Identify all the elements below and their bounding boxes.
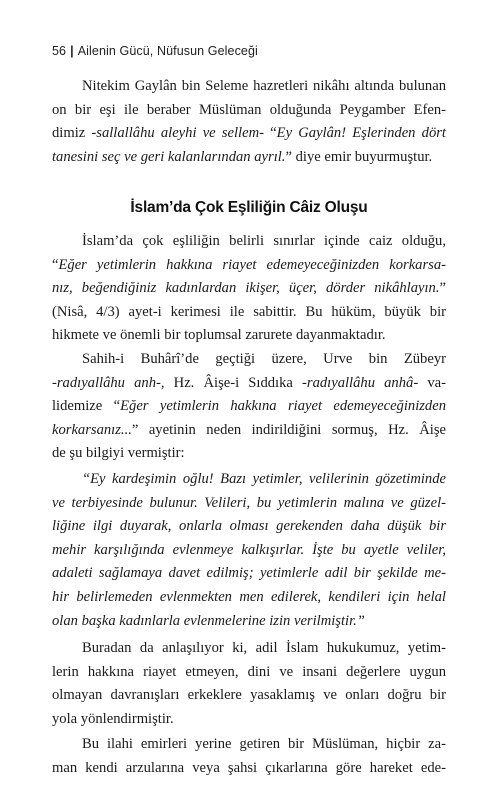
text-line: hikmete ve önemli bir toplumsal zarurete dayanmaktadır. — [52, 327, 386, 344]
text-line: lerin hakkına riayet etmeyen, dini ve insani değerlere uygun — [52, 663, 446, 680]
running-header — [52, 44, 258, 58]
text-line: Buradan da anlaşılıyor ki, adil İslam hukukumuz, yetim- — [82, 640, 446, 656]
text-line: adaleti sağlamaya davet edilmiş; yetimlerle adil bir şekilde me- — [52, 565, 446, 582]
text-line: tanesini seç ve geri kalanlarından ayrıl.” diye emir buyurmuştur. — [52, 148, 433, 165]
text-line: de şu bilgiyi vermiştir: — [52, 445, 185, 462]
text-line: -radıyallâhu anh-, Hz. Âişe-i Sıddıka -radıyallâhu anhâ- va- — [52, 374, 446, 391]
hadith-quote: tanesini seç ve geri kalanlarından ayrıl. — [52, 148, 286, 165]
paragraph-1 — [52, 75, 446, 169]
text-line: hir belirlemeden evlenmekten men edilerek, kendileri için helal — [52, 588, 446, 605]
text-line: Nitekim Gaylân bin Seleme hazretleri nikâhı altında bulunan — [82, 78, 446, 94]
text-line: olan başka kadınlarla evlenmelerine izin verilmiştir.” — [52, 612, 365, 629]
paragraph-3 — [52, 348, 446, 466]
text-line: Sahih-i Buhârî’de geçtiği üzere, Urve bin Zübeyr — [82, 351, 446, 367]
verse-quote: Eğer yetimlerin hakkına riayet edemeyeceğinizden — [120, 398, 447, 415]
page-number: 56 — [52, 44, 67, 58]
text-line: “Eğer yetimlerin hakkına riayet edemeyeceğinizden korkarsa- — [52, 256, 446, 273]
text-line: yola yönlendirmiştir. — [52, 710, 174, 727]
verse-quote: korkarsanız... — [52, 421, 132, 438]
paragraph-5 — [52, 637, 446, 731]
text-line: lidemize “Eğer yetimlerin hakkına riayet edemeyeceğinizden — [52, 398, 447, 415]
text-line: on bir eşi ile beraber Müslüman olduğunda Peygamber Efen- — [52, 101, 446, 118]
verse-quote: nız, beğendiğiniz kadınlardan ikişer, üçer, dörder nikâhlayın. — [52, 280, 440, 297]
text-line: olmayan davranışları erkeklere yasaklamış ve onları doğru bir — [52, 687, 446, 704]
text-line: İslam’da çok eşliliğin belirli sınırlar içinde caiz olduğu, — [82, 233, 446, 249]
honorific-phrase: radıyallâhu anh — [56, 374, 157, 391]
text-line: korkarsanız...” ayetinin neden indirildiğini sormuş, Hz. Âişe — [52, 421, 446, 438]
paragraph-2 — [52, 230, 446, 348]
paragraph-6 — [52, 733, 446, 780]
text-line: dimiz -sallallâhu aleyhi ve sellem- “Ey Gaylân! Eşlerinden dört — [52, 125, 446, 142]
hadith-quote: Ey Gaylân! Eşlerinden dört — [276, 125, 446, 142]
verse-quote: Eğer yetimlerin hakkına riayet edemeyeceğinizden korkarsa- — [58, 256, 446, 273]
text-line: man kendi arzularına veya şahsi çıkarlarına göre hareket ede- — [52, 759, 446, 776]
text-line: “Ey kardeşimin oğlu! Bazı yetimler, velilerinin gözetiminde — [82, 471, 446, 487]
salawat-phrase: sallallâhu aleyhi ve sellem — [96, 125, 260, 142]
text-line: (Nisâ, 4/3) ayet-i kerimesi ile sabittir. Bu hüküm, büyük bir — [52, 303, 446, 320]
book-title: Ailenin Gücü, Nüfusun Geleceği — [77, 44, 258, 58]
header-separator: | — [70, 44, 74, 58]
honorific-phrase: radıyallâhu anhâ — [306, 374, 414, 391]
text-line: liğine ilgi duyarak, onlarla olması gerekenden daha düşük bir — [52, 518, 446, 535]
text-line: ve terbiyesinde bulunur. Velileri, bu yetimlerin malına ve güzel- — [52, 494, 446, 511]
text-line: nız, beğendiğiniz kadınlardan ikişer, üçer, dörder nikâhlayın.” — [52, 280, 446, 297]
text-line: mehir karşılığında evlenmeye kalkışırlar. İşte bu ayetle veliler, — [52, 541, 446, 558]
paragraph-4-quotation — [52, 468, 446, 633]
text-line: Bu ilahi emirleri yerine getiren bir Müslüman, hiçbir za- — [82, 736, 446, 752]
section-heading: İslam’da Çok Eşliliğin Câiz Oluşu — [130, 199, 368, 216]
